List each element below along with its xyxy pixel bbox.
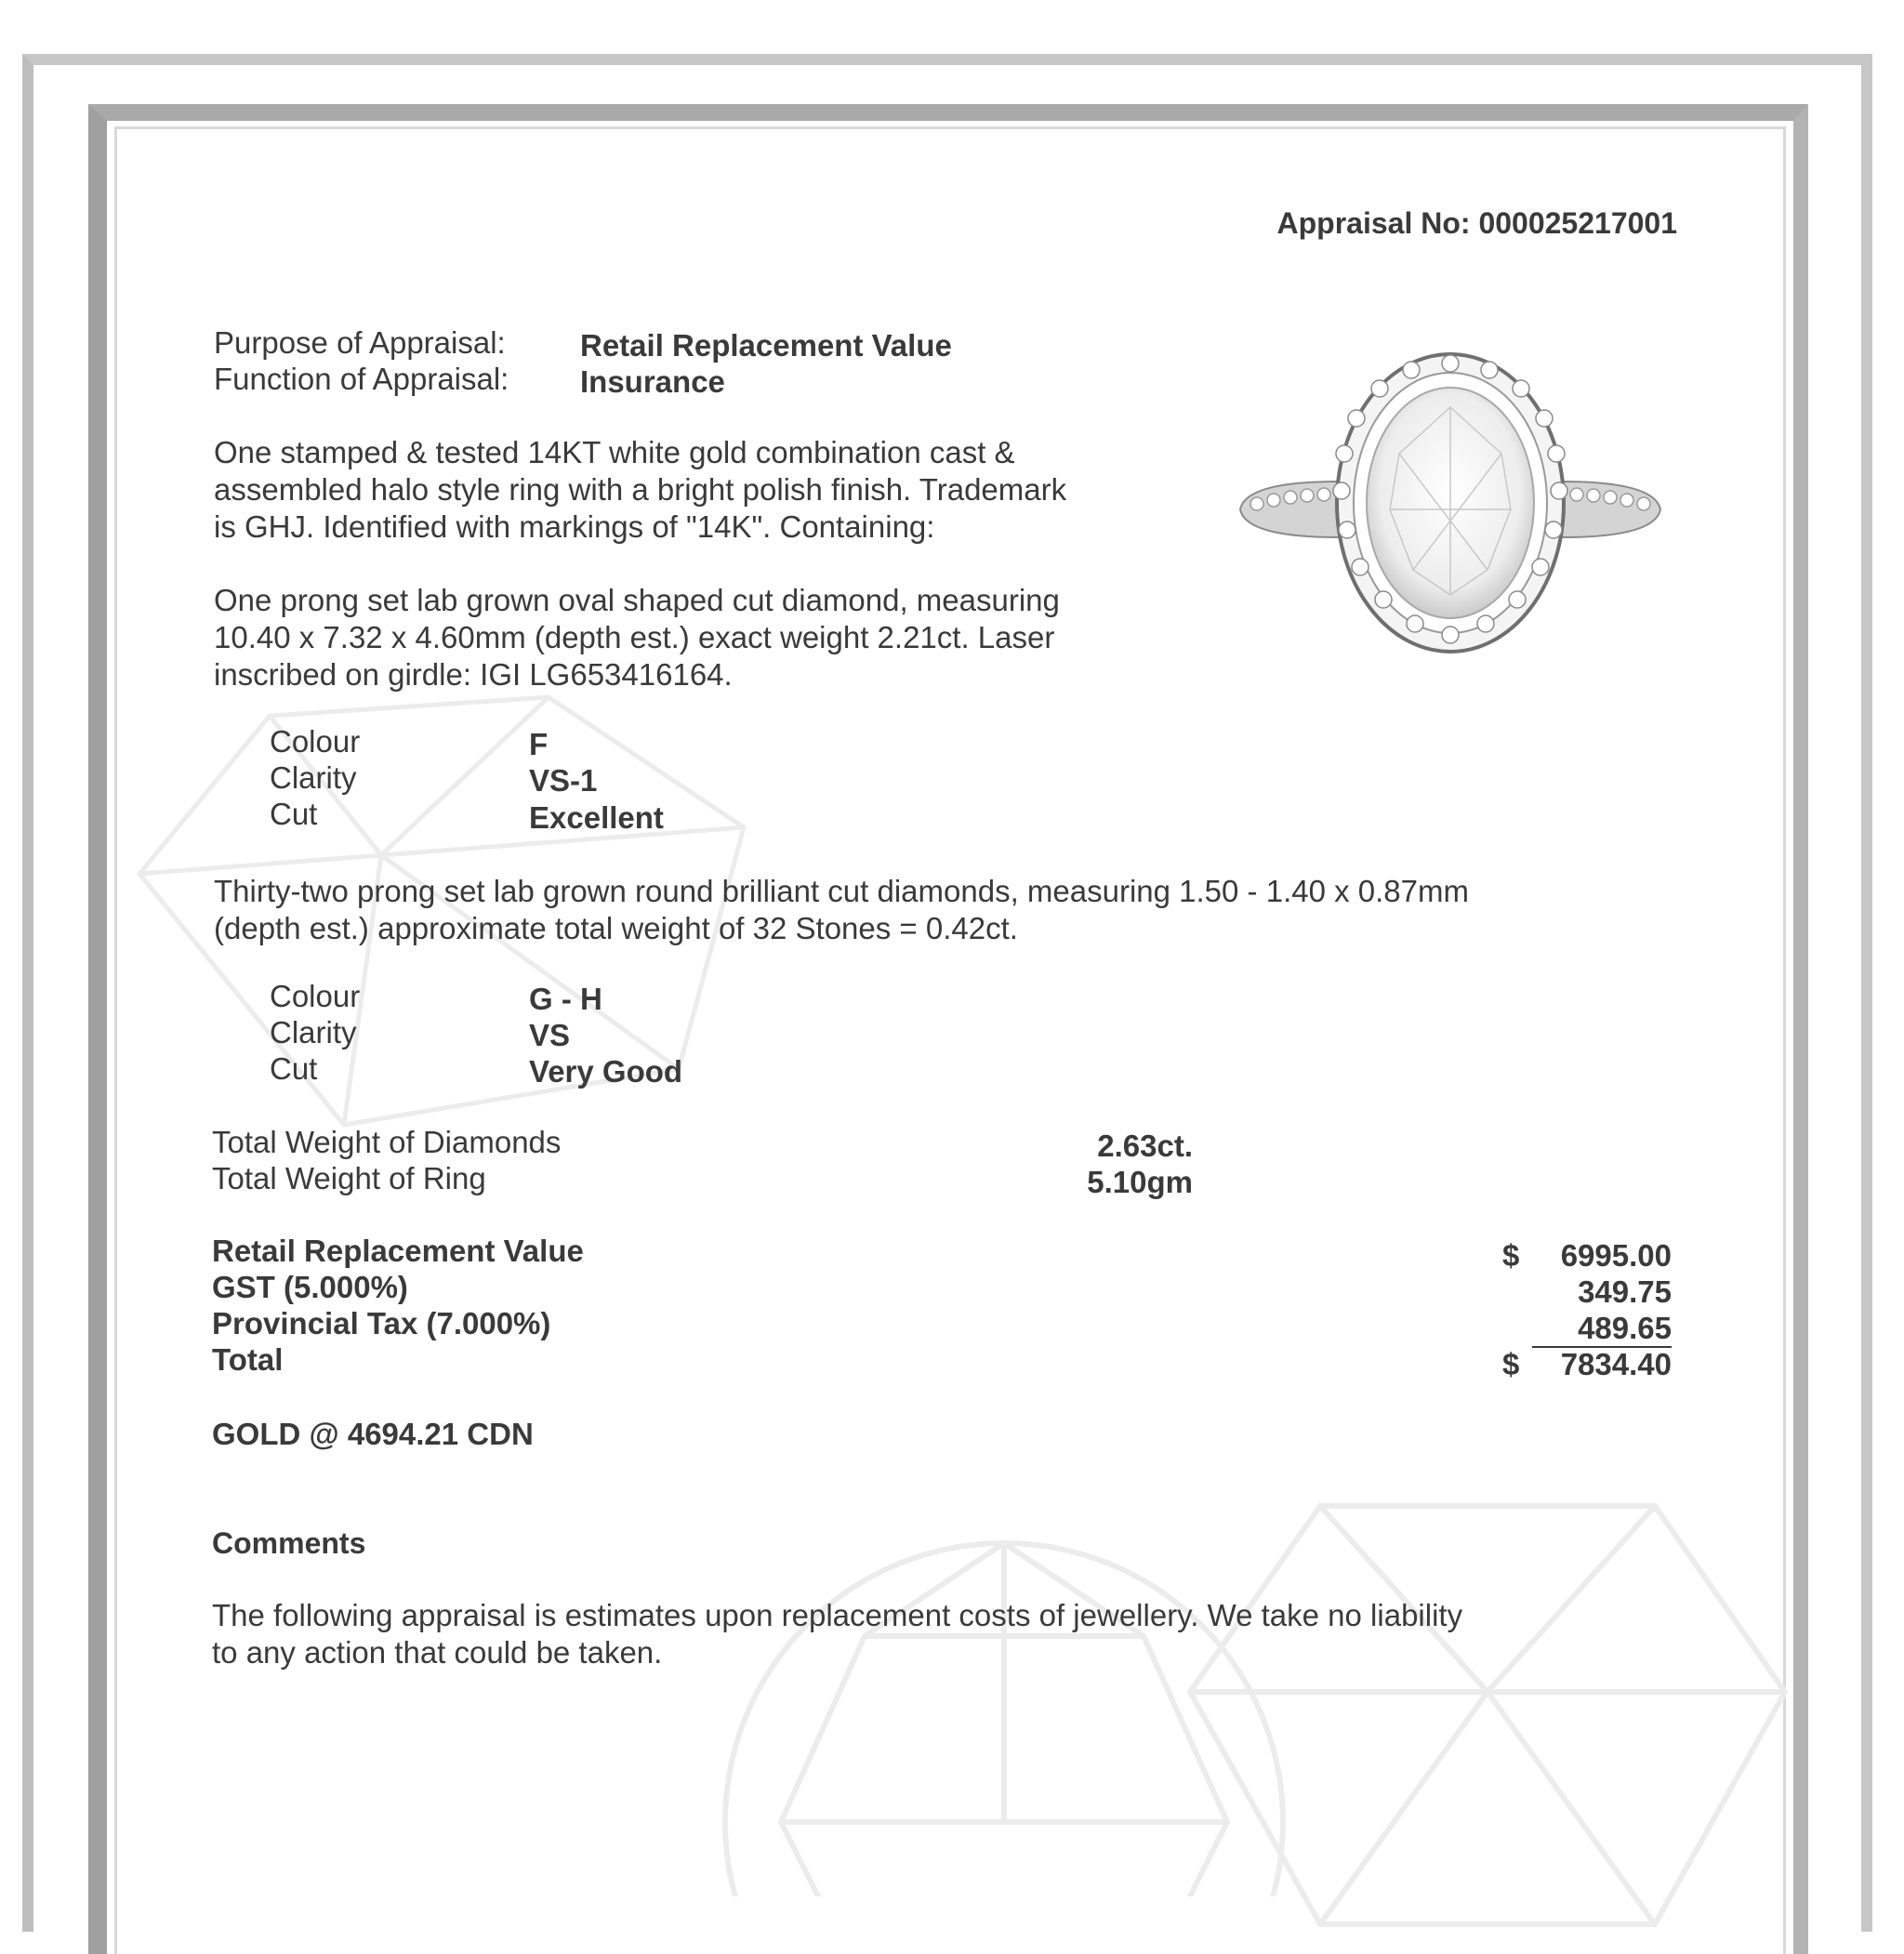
function-label: Function of Appraisal: xyxy=(214,362,509,396)
description-line: One stamped & tested 14KT white gold combination cast & xyxy=(214,435,1015,469)
side-grade-label: Colour xyxy=(270,979,361,1013)
side-stones-paragraph xyxy=(214,873,1469,947)
purpose-label: Purpose of Appraisal: xyxy=(214,325,506,360)
valuation-value: 489.65 xyxy=(1578,1311,1672,1345)
side-stones-line: (depth est.) approximate total weight of 32 Stones = 0.42ct. xyxy=(214,911,1018,945)
center-stone-line: One prong set lab grown oval shaped cut diamond, measuring xyxy=(214,583,1060,617)
center-grade-value: F xyxy=(529,727,549,761)
description-line: assembled halo style ring with a bright polish finish. Trademark xyxy=(214,472,1067,507)
diamond-watermark-icon xyxy=(1134,1487,1804,1934)
comments-heading: Comments xyxy=(212,1526,366,1560)
weight-value: 5.10gm xyxy=(1087,1165,1193,1199)
valuation-label: Retail Replacement Value xyxy=(212,1234,584,1268)
appraisal-number: Appraisal No: 000025217001 xyxy=(1276,206,1677,240)
side-grade-value: G - H xyxy=(529,982,602,1016)
center-stone-line: 10.40 x 7.32 x 4.60mm (depth est.) exact weight 2.21ct. Laser xyxy=(214,620,1055,654)
valuation-value: 349.75 xyxy=(1578,1274,1672,1309)
valuation-value: 6995.00 xyxy=(1560,1238,1672,1273)
oval-halo-ring-icon xyxy=(1236,351,1664,658)
gold-price: GOLD @ 4694.21 CDN xyxy=(212,1417,534,1451)
comments-paragraph xyxy=(212,1597,1462,1671)
currency-symbol: $ xyxy=(1502,1238,1520,1273)
weight-value: 2.63ct. xyxy=(1097,1129,1193,1163)
valuation-value: 7834.40 xyxy=(1560,1347,1672,1381)
center-stone-line: inscribed on girdle: IGI LG653416164. xyxy=(214,657,733,692)
side-grade-label: Cut xyxy=(270,1051,318,1086)
center-grade-label: Colour xyxy=(270,724,361,759)
weight-label: Total Weight of Diamonds xyxy=(212,1125,562,1159)
side-grade-value: Very Good xyxy=(529,1054,683,1089)
center-stone-paragraph xyxy=(214,582,1060,693)
function-value: Insurance xyxy=(580,364,725,399)
valuation-label: Total xyxy=(212,1342,284,1377)
comments-line: to any action that could be taken. xyxy=(212,1635,663,1670)
weight-label: Total Weight of Ring xyxy=(212,1161,486,1195)
valuation-label: Provincial Tax (7.000%) xyxy=(212,1306,551,1340)
side-grade-value: VS xyxy=(529,1018,571,1052)
side-grade-label: Clarity xyxy=(270,1015,357,1050)
description-paragraph xyxy=(214,434,1066,546)
purpose-value: Retail Replacement Value xyxy=(580,328,952,363)
description-line: is GHJ. Identified with markings of "14K". Containing: xyxy=(214,509,935,544)
valuation-label: GST (5.000%) xyxy=(212,1270,408,1304)
center-grade-label: Cut xyxy=(270,797,318,831)
currency-symbol: $ xyxy=(1502,1347,1520,1381)
center-grade-value: VS-1 xyxy=(529,763,598,798)
center-grade-value: Excellent xyxy=(529,800,664,835)
side-stones-line: Thirty-two prong set lab grown round brilliant cut diamonds, measuring 1.50 - 1.40 x 0.87mm xyxy=(214,874,1469,908)
center-grade-label: Clarity xyxy=(270,760,357,795)
comments-line: The following appraisal is estimates upon replacement costs of jewellery. We take no liability xyxy=(212,1598,1463,1632)
